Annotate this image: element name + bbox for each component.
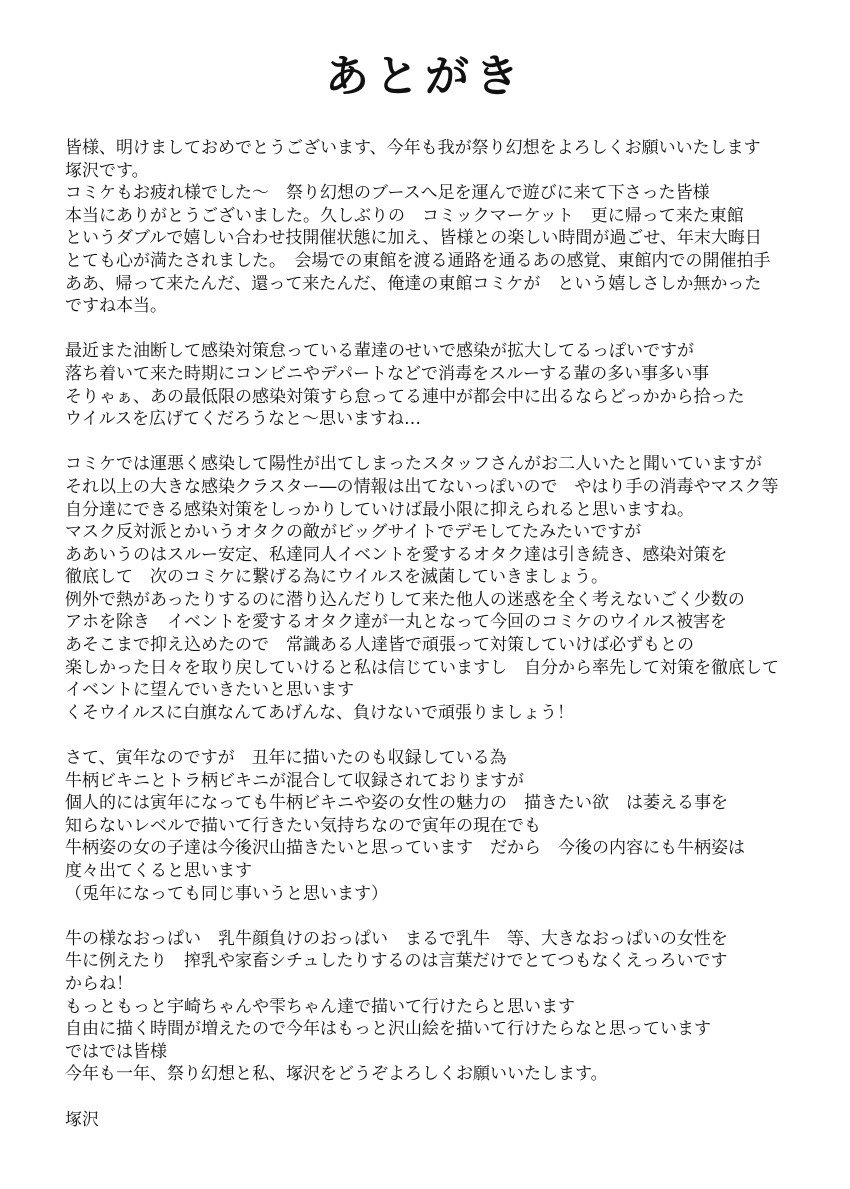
afterword-body (65, 137, 845, 1131)
text-line: ウイルスを広げてくだろうなと～思いますね… (65, 409, 421, 430)
page-title: あとがき (325, 51, 525, 102)
text-line: 自分達にできる感染対策をしっかりしていけば最小限に抑えられると思いますね。 (65, 499, 694, 520)
text-line: あそこまで抑え込めたので 常識ある人達皆で頑張って対策していけば必ずもとの (65, 635, 694, 656)
paragraph-gap (65, 431, 845, 454)
paragraph (65, 137, 845, 318)
text-line: 皆様、明けましておめでとうございます、今年も我が祭り幻想をよろしくお願いいたします (65, 138, 761, 158)
text-line: 最近また油断して感染対策怠っている輩達のせいで感染が拡大してるっぽいですが (65, 341, 694, 362)
text-line: 個人的には寅年になっても牛柄ビキニや姿の女性の魅力の 描きたい欲 は萎える事を (65, 793, 728, 814)
text-line: アホを除き イベントを愛するオタク達が一丸となって今回のコミケのウイルス被害を (65, 612, 727, 633)
text-line: さて、寅年なのですが 丑年に描いたのも収録している為 (65, 748, 507, 769)
text-line: 度々出てくると思います (65, 861, 252, 881)
text-line: くそウイルスに白旗なんてあげんな、負けないで頑張りましょう！ (65, 702, 574, 723)
text-line: 牛柄ビキニとトラ柄ビキニが混合して収録されておりますが (65, 770, 524, 791)
text-line: 牛の様なおっぱい 乳牛顔負けのおっぱい まるで乳牛 等、大きなおっぱいの女性を (65, 928, 728, 949)
paragraph-gap (65, 905, 845, 928)
text-line: マスク反対派とかいうオタクの敵がビッグサイトでデモしてたみたいですが (65, 522, 642, 543)
text-line: 徹底して 次のコミケに繋げる為にウイルスを滅菌していきましょう。 (65, 567, 608, 588)
paragraph (65, 1109, 845, 1132)
paragraph (65, 928, 845, 1086)
text-line: コミケもお疲れ様でした～ 祭り幻想のブースへ足を運んで遊びに来て下さった皆様 (65, 183, 710, 204)
text-line: 例外で熱があったりするのに潜り込んだりして来た他人の迷惑を全く考えないごく少数の (65, 589, 745, 610)
text-line: 本当にありがとうございました。久しぶりの コミックマーケット 更に帰って来た東館 (65, 205, 744, 226)
text-line: からね！ (65, 973, 133, 994)
paragraph-gap (65, 1086, 845, 1109)
text-line: 自由に描く時間が増えたので今年はもっと沢山絵を描いて行けたらなと思っています (65, 1019, 711, 1040)
paragraph-gap (65, 318, 845, 341)
text-line: コミケでは運悪く感染して陽性が出てしまったスタッフさんがお二人いたと聞いていますが (65, 454, 762, 475)
text-line: 知らないレベルで描いて行きたい気持ちなので寅年の現在でも (65, 815, 541, 836)
text-line: 牛柄姿の女の子達は今後沢山描きたいと思っています だから 今後の内容にも牛柄姿は (65, 838, 745, 859)
paragraph (65, 453, 845, 724)
text-line: というダブルで嬉しい合わせ技開催状態に加え、皆様との楽しい時間が過ごせ、年末大晦日 (65, 228, 762, 249)
text-line: 牛に例えたり 搾乳や家畜シチュしたりするのは言葉だけでとてつもなくえっろいです (65, 951, 728, 972)
paragraph-gap (65, 724, 845, 747)
text-line: 塚沢 (65, 1109, 99, 1130)
text-line: そりゃぁ、あの最低限の感染対策すら怠ってる連中が都会中に出るならどっかから拾った (65, 386, 745, 407)
text-line: ああ、帰って来たんだ、還って来たんだ、俺達の東館コミケが という嬉しさしか無かった (65, 273, 762, 294)
text-line: イベントに望んでいきたいと思います (65, 680, 354, 701)
text-line: 落ち着いて来た時期にコンビニやデパートなどで消毒をスルーする輩の多い事多い事 (65, 363, 710, 384)
text-line: 楽しかった日々を取り戻していけると私は信じていますし 自分から率先して対策を徹底して (65, 657, 779, 678)
text-line: ではでは皆様 (65, 1041, 167, 1062)
paragraph (65, 747, 845, 905)
text-line: それ以上の大きな感染クラスター―の情報は出てないっぽいので やはり手の消毒やマスク等 (65, 476, 779, 497)
text-line: 塚沢です。 (65, 160, 149, 181)
text-line: （兎年になっても同じ事いうと思います） (65, 883, 388, 904)
text-line: ああいうのはスルー安定、私達同人イベントを愛するオタク達は引き続き、感染対策を (65, 544, 728, 565)
text-line: もっともっと宇崎ちゃんや雫ちゃん達で描いて行けたらと思います (65, 996, 575, 1017)
text-line: とても心が満たされました。 会場での東館を渡る通路を通るあの感覚、東館内での開催拍手 (65, 250, 771, 271)
text-line: 今年も一年、祭り幻想と私、塚沢をどうぞよろしくお願いいたします。 (65, 1064, 608, 1085)
paragraph (65, 340, 845, 430)
text-line: ですね本当。 (65, 296, 167, 317)
